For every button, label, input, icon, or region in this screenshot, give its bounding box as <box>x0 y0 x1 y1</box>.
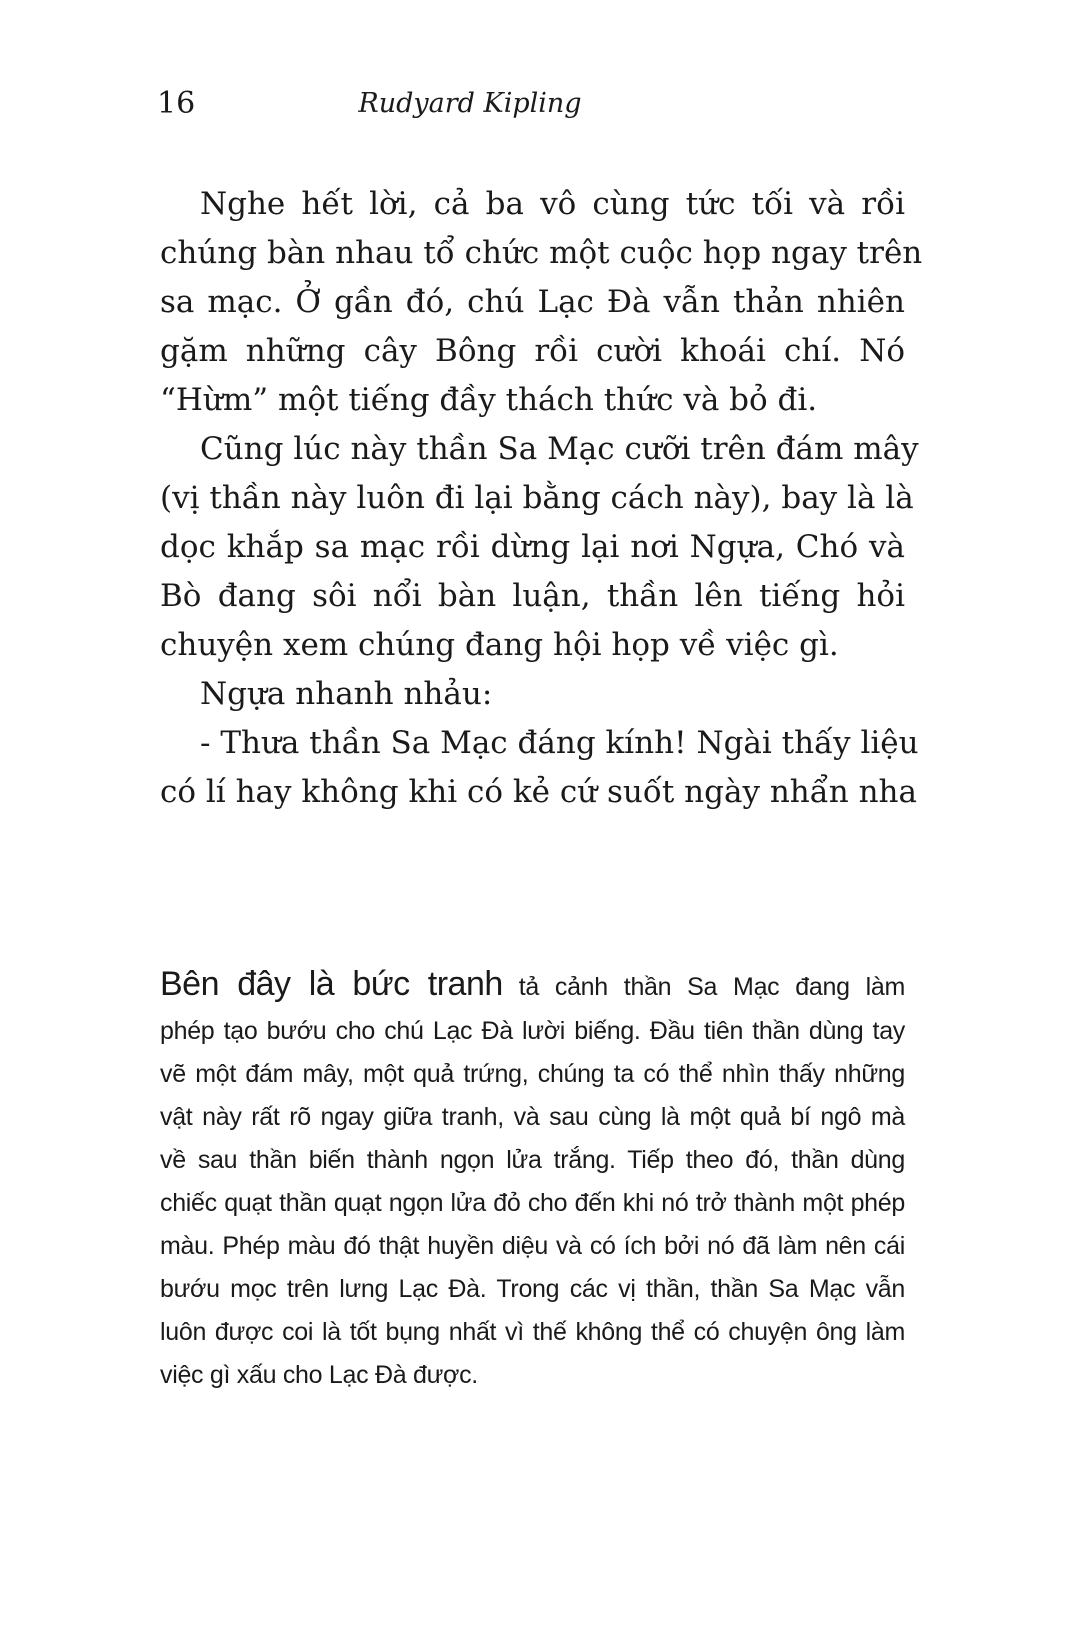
story-line: Cũng lúc này thần Sa Mạc cưỡi trên đám mây <box>200 431 919 467</box>
page-number: 16 <box>157 86 196 121</box>
story-line: (vị thần này luôn đi lại bằng cách này), bay là là <box>160 480 914 516</box>
story-line: “Hừm” một tiếng đầy thách thức và bỏ đi. <box>160 382 818 418</box>
caption-line: bướu mọc trên lưng Lạc Đà. Trong các vị thần, thần Sa Mạc vẫn <box>160 1275 905 1303</box>
story-line: gặm những cây Bông rồi cười khoái chí. Nó <box>160 333 905 369</box>
caption-line: chiếc quạt thần quạt ngọn lửa đỏ cho đến khi nó trở thành một phép <box>160 1189 905 1217</box>
story-line: - Thưa thần Sa Mạc đáng kính! Ngài thấy liệu <box>200 725 919 761</box>
story-line: Ngựa nhanh nhảu: <box>200 676 493 712</box>
caption-lead: Bên đây là bức tranh <box>160 965 503 1003</box>
story-line: Bò đang sôi nổi bàn luận, thần lên tiếng hỏi <box>160 578 905 614</box>
story-line: chuyện xem chúng đang hội họp về việc gì. <box>160 627 839 663</box>
caption-first-line-rest: tả cảnh thần Sa Mạc đang làm <box>518 973 906 1001</box>
story-line: chúng bàn nhau tổ chức một cuộc họp ngay trên <box>160 235 923 271</box>
caption-line: vật này rất rõ ngay giữa tranh, và sau cùng là một quả bí ngô mà <box>160 1103 905 1131</box>
caption-line: màu. Phép màu đó thật huyền diệu và có ích bởi nó đã làm nên cái <box>160 1232 905 1260</box>
story-line: Nghe hết lời, cả ba vô cùng tức tối và rồi <box>200 186 905 222</box>
caption-line: vẽ một đám mây, một quả trứng, chúng ta có thể nhìn thấy những <box>160 1060 905 1088</box>
caption-line: về sau thần biến thành ngọn lửa trắng. Tiếp theo đó, thần dùng <box>160 1146 905 1174</box>
caption-line <box>160 966 905 1005</box>
running-title: Rudyard Kipling <box>358 88 582 119</box>
story-line: có lí hay không khi có kẻ cứ suốt ngày nhẩn nha <box>160 774 917 810</box>
story-line: sa mạc. Ở gần đó, chú Lạc Đà vẫn thản nhiên <box>160 284 905 320</box>
caption-line: phép tạo bướu cho chú Lạc Đà lười biếng. Đầu tiên thần dùng tay <box>160 1017 905 1045</box>
caption-line: việc gì xấu cho Lạc Đà được. <box>160 1361 478 1389</box>
caption-line: luôn được coi là tốt bụng nhất vì thế không thể có chuyện ông làm <box>160 1318 905 1346</box>
story-line: dọc khắp sa mạc rồi dừng lại nơi Ngựa, Chó và <box>160 529 905 565</box>
